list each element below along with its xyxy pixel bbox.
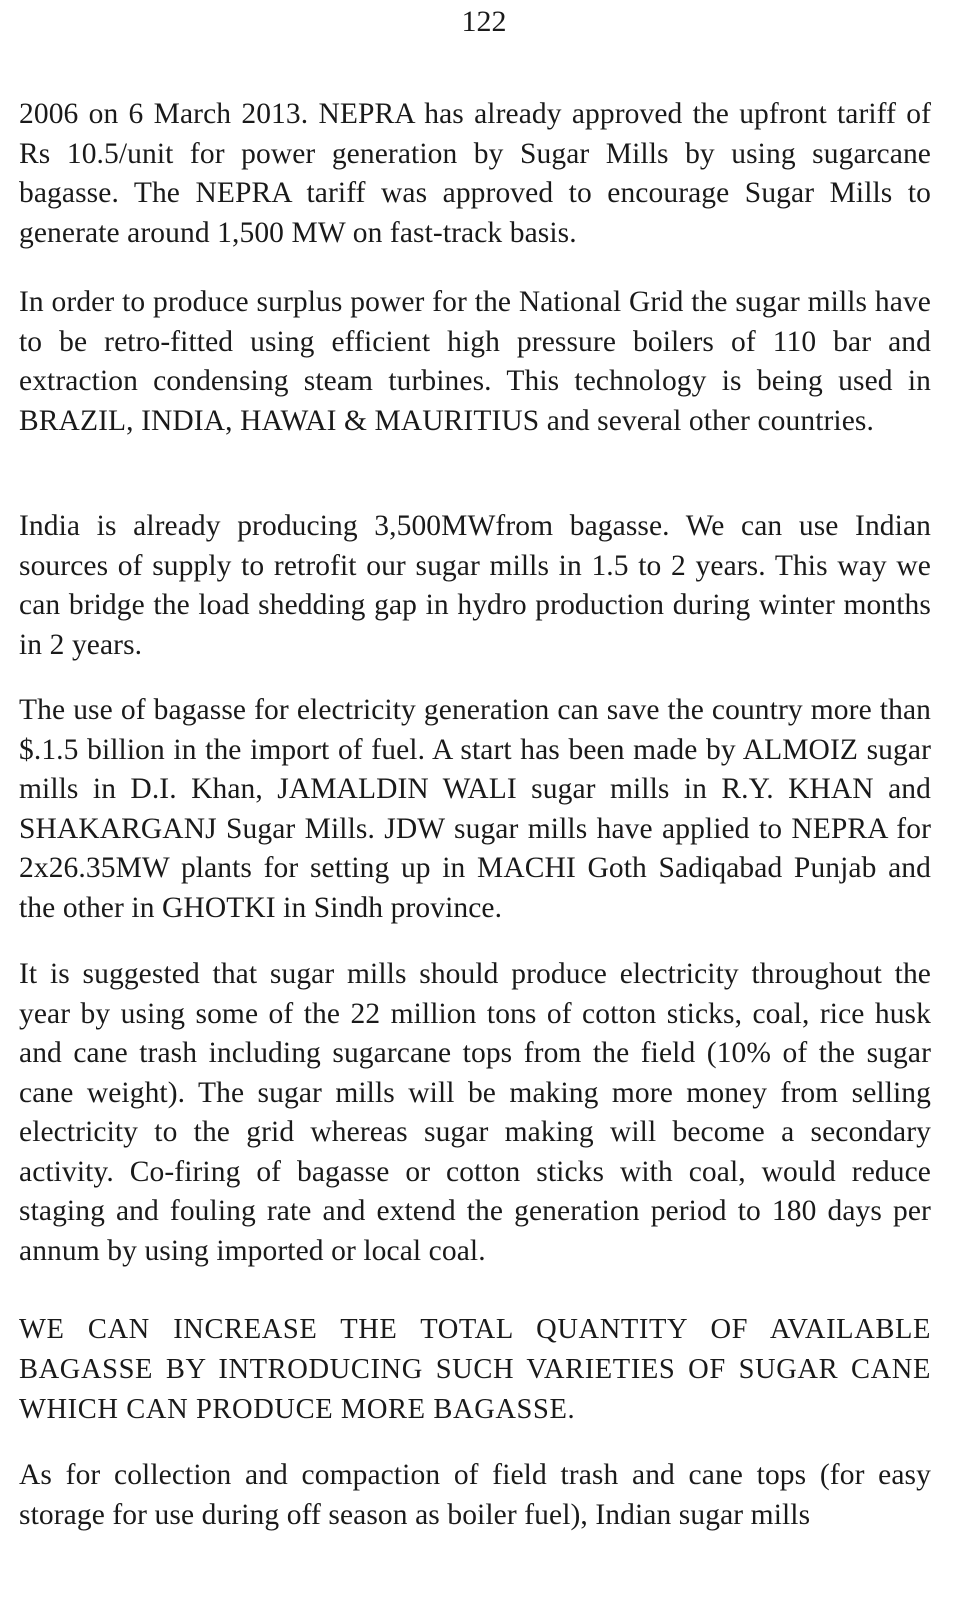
- paragraph-year-round-generation: It is suggested that sugar mills should produce electricity throughout the year by using some of the 22 million tons of cotton sticks, coal, rice husk and cane trash including sugarcane tops from the field (10% of the sugar cane weight). The sugar mills will be making more money from selling electricity to the grid whereas sugar making will become a secondary activity. Co-firing of bagasse or cotton sticks with coal, would reduce staging and fouling rate and extend the generation period to 180 days per annum by using imported or local coal.: [19, 958, 931, 1267]
- paragraph-nepra-tariff: 2006 on 6 March 2013. NEPRA has already approved the upfront tariff of Rs 10.5/unit for power generation by Sugar Mills by using sugarcane bagasse. The NEPRA tariff was approved to encourage Sugar Mills to generate around 1,500 MW on fast-track basis.: [19, 98, 931, 249]
- paragraph-retrofit-boilers: In order to produce surplus power for the National Grid the sugar mills have to be retro-fitted using efficient high pressure boilers of 110 bar and extraction condensing steam turbines. This technology is being used in BRAZIL, INDIA, HAWAI & MAURITIUS and several other countries.: [19, 286, 931, 437]
- paragraph-fuel-savings: The use of bagasse for electricity generation can save the country more than $.1.5 billion in the import of fuel. A start has been made by ALMOIZ sugar mills in D.I. Khan, JAMALDIN WALI sugar mills in R.Y. KHAN and SHAKARGANJ Sugar Mills. JDW sugar mills have applied to NEPRA for 2x26.35MW plants for setting up in MACHI Goth Sadiqabad Punjab and the other in GHOTKI in Sindh province.: [19, 694, 931, 924]
- paragraph-increase-bagasse: WE CAN INCREASE THE TOTAL QUANTITY OF AVAILABLE BAGASSE BY INTRODUCING SUCH VARIETIES OF SUGAR CANE WHICH CAN PRODUCE MORE BAGASSE.: [19, 1314, 931, 1425]
- paragraph-india-bagasse: India is already producing 3,500MWfrom bagasse. We can use Indian sources of supply to retrofit our sugar mills in 1.5 to 2 years. This way we can bridge the load shedding gap in hydro production during winter months in 2 years.: [19, 510, 931, 661]
- paragraph-field-trash-collection: As for collection and compaction of field trash and cane tops (for easy storage for use during off season as boiler fuel), Indian sugar mills: [19, 1459, 931, 1531]
- page-number: 122: [461, 5, 507, 38]
